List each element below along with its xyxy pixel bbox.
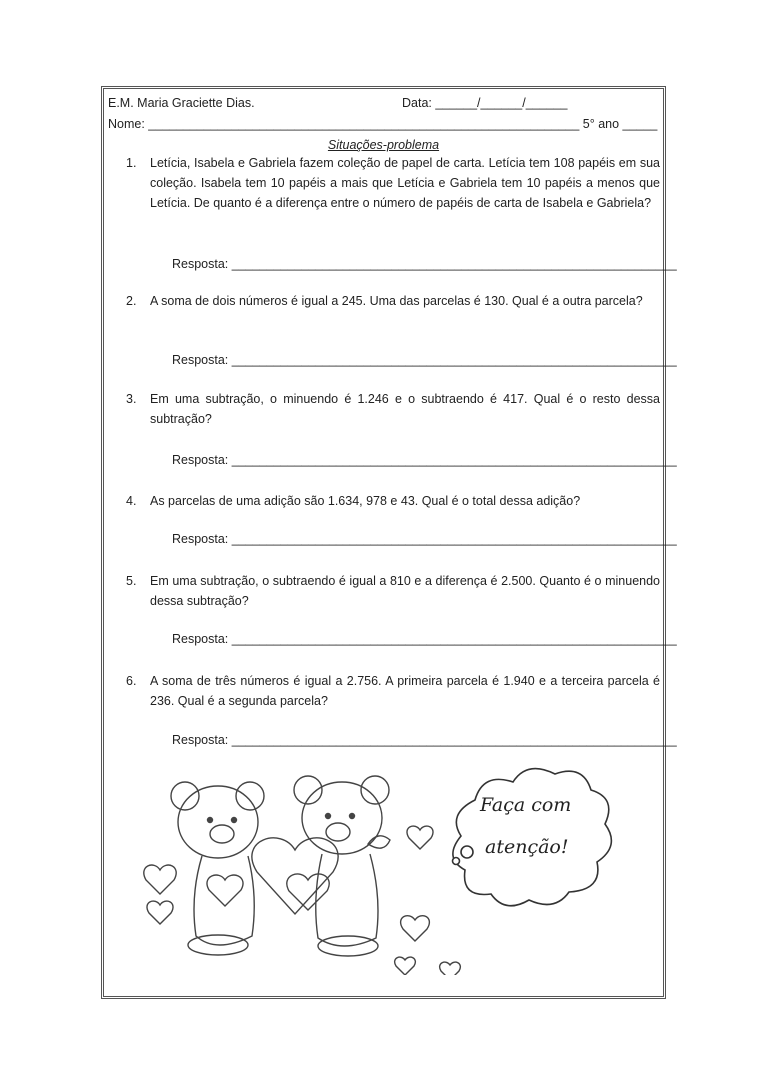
question-text: Em uma subtração, o minuendo é 1.246 e o subtraendo é 417. Qual é o resto dessa subtração?: [150, 392, 660, 426]
date-field[interactable]: Data: ______/______/______: [402, 96, 568, 110]
question-text: Em uma subtração, o subtraendo é igual a 810 e a diferença é 2.500. Quanto é o minuendo dessa subtração?: [150, 574, 660, 608]
answer-line-1[interactable]: Resposta: ________________________________________________________________: [172, 257, 677, 271]
question-text: A soma de dois números é igual a 245. Uma das parcelas é 130. Qual é a outra parcela?: [150, 294, 643, 308]
school-name: E.M. Maria Graciette Dias.: [108, 96, 255, 110]
answer-line-4[interactable]: Resposta: ________________________________________________________________: [172, 532, 677, 546]
answer-line-2[interactable]: Resposta: ________________________________________________________________: [172, 353, 677, 367]
question-3: [126, 389, 660, 429]
heart-icon: [207, 875, 243, 906]
question-number: 2.: [126, 294, 137, 308]
heart-icon: [287, 874, 329, 910]
question-number: 1.: [126, 156, 137, 170]
question-text: Letícia, Isabela e Gabriela fazem coleção de papel de carta. Letícia tem 108 papéis em sua coleção. Isabela tem 10 papéis a mais que Letícia e Gabriela tem 10 papéis a menos que Letícia. De quanto é a diferença entre o número de papéis de carta de Isabela e Gabriela?: [150, 156, 660, 210]
page-title: Situações-problema: [327, 138, 440, 152]
heart-icon: [395, 957, 416, 975]
bubble-line-1: Faça com: [480, 794, 572, 816]
question-text: As parcelas de uma adição são 1.634, 978 e 43. Qual é o total dessa adição?: [150, 494, 581, 508]
question-text: A soma de três números é igual a 2.756. A primeira parcela é 1.940 e a terceira parcela é 236. Qual é a segunda parcela?: [150, 674, 660, 708]
question-6: [126, 671, 660, 711]
answer-line-3[interactable]: Resposta: ________________________________________________________________: [172, 453, 677, 467]
question-5: [126, 571, 660, 611]
name-field[interactable]: Nome: ______________________________________________________________ 5° ano _____: [108, 117, 658, 131]
heart-icon: [401, 916, 430, 941]
answer-line-5[interactable]: Resposta: ________________________________________________________________: [172, 632, 677, 646]
question-number: 5.: [126, 574, 137, 588]
heart-icon: [440, 962, 461, 975]
question-number: 3.: [126, 392, 137, 406]
bubble-line-2: atenção!: [485, 836, 569, 858]
heart-icon: [407, 826, 433, 849]
question-1: [126, 153, 660, 213]
answer-line-6[interactable]: Resposta: ________________________________________________________________: [172, 733, 677, 747]
question-number: 6.: [126, 674, 137, 688]
teddy-bears-illustration: [130, 760, 630, 975]
right-bear-icon: [294, 776, 390, 956]
question-number: 4.: [126, 494, 137, 508]
question-4: [126, 491, 660, 511]
heart-icon: [147, 901, 173, 924]
question-2: [126, 291, 660, 311]
heart-icon: [144, 865, 176, 894]
left-bear-icon: [171, 782, 264, 955]
